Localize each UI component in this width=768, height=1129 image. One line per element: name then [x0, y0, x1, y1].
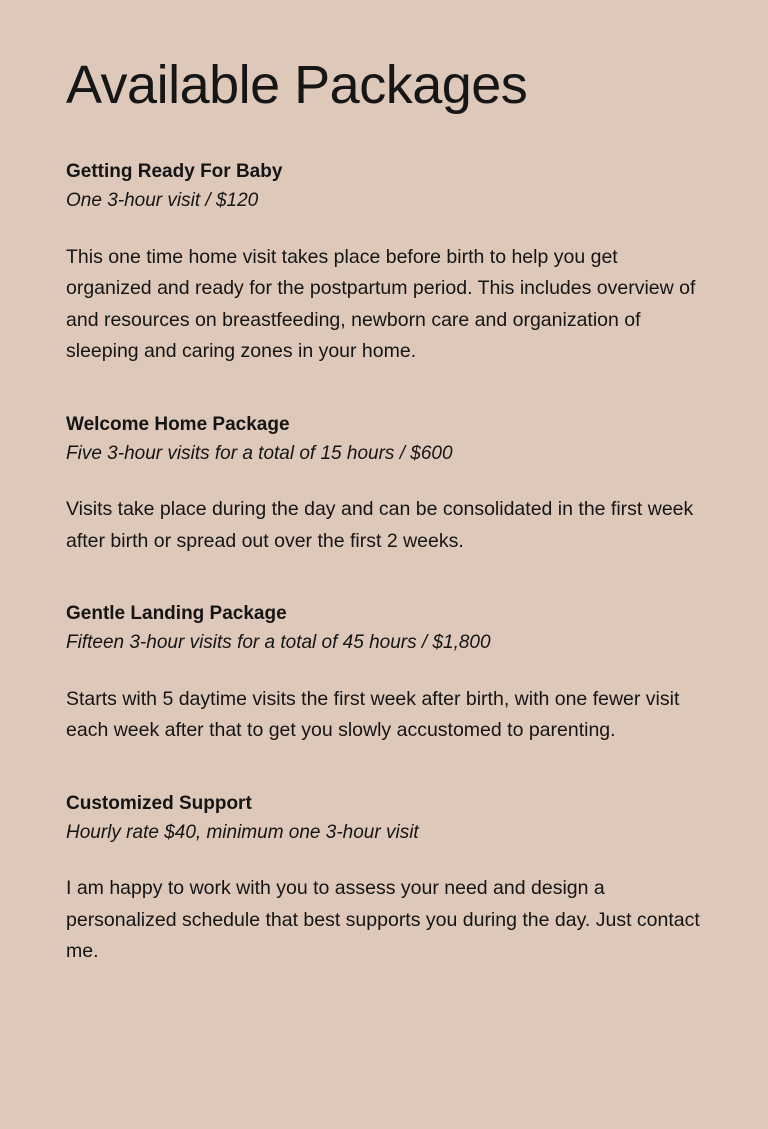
package-description: This one time home visit takes place before birth to help you get organized and ready for the postpartum period. This includes overview of and resources on breastfeeding, newborn care and organization of sleeping and caring zones in your home. [66, 245, 696, 363]
package-description: Visits take place during the day and can be consolidated in the first week after birth or spread out over the first 2 weeks. [66, 498, 694, 552]
package-price: Fifteen 3-hour visits for a total of 45 hours / $1,800 [66, 632, 491, 654]
package-name: Welcome Home Package [66, 413, 290, 435]
package-name: Customized Support [66, 792, 252, 814]
package-description: Starts with 5 daytime visits the first week after birth, with one fewer visit each week after that to get you slowly accustomed to parenting. [66, 687, 680, 742]
package-item [66, 601, 702, 746]
package-name: Gentle Landing Package [66, 603, 287, 625]
package-price: One 3-hour visit / $120 [66, 190, 259, 212]
package-item [66, 412, 702, 557]
package-name: Getting Ready For Baby [66, 161, 283, 183]
package-item [66, 791, 702, 968]
package-price: Five 3-hour visits for a total of 15 hours / $600 [66, 442, 453, 464]
package-item [66, 159, 702, 368]
page-title: Available Packages [66, 55, 528, 115]
package-price: Hourly rate $40, minimum one 3-hour visit [66, 821, 419, 843]
package-description: I am happy to work with you to assess your need and design a personalized schedule that best supports you during the day. Just contact me. [66, 877, 700, 963]
